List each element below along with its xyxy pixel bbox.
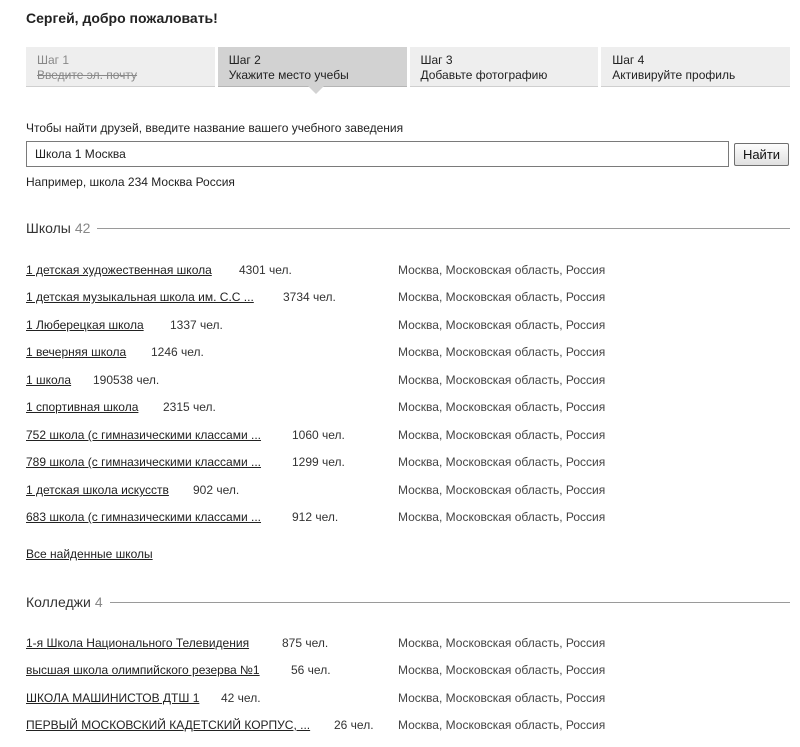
college-row xyxy=(26,661,790,679)
step-number: Шаг 3 xyxy=(420,53,453,67)
step-number: Шаг 4 xyxy=(612,53,645,67)
section-divider xyxy=(97,228,790,229)
step-number: Шаг 2 xyxy=(228,53,261,67)
member-count: 1246 чел. xyxy=(151,345,204,359)
school-location: Москва, Московская область, Россия xyxy=(398,263,606,277)
school-location: Москва, Московская область, Россия xyxy=(398,318,606,332)
college-row xyxy=(26,634,790,652)
schools-heading: Школы xyxy=(26,220,71,236)
member-count: 875 чел. xyxy=(282,636,329,650)
school-link[interactable]: 1 детская школа искусств xyxy=(26,483,169,497)
school-row xyxy=(26,398,790,416)
step-number: Шаг 1 xyxy=(37,53,70,67)
search-hint: Например, школа 234 Москва Россия xyxy=(26,175,235,189)
step-4[interactable] xyxy=(601,47,790,87)
member-count: 26 чел. xyxy=(334,718,374,732)
member-count: 56 чел. xyxy=(291,663,331,677)
schools-count: 42 xyxy=(74,220,91,236)
member-count: 190538 чел. xyxy=(93,373,160,387)
college-location: Москва, Московская область, Россия xyxy=(398,663,606,677)
college-row xyxy=(26,689,790,707)
search-prompt: Чтобы найти друзей, введите название вашего учебного заведения xyxy=(26,121,404,135)
school-location: Москва, Московская область, Россия xyxy=(398,428,606,442)
school-row xyxy=(26,453,790,471)
school-location: Москва, Московская область, Россия xyxy=(398,345,606,359)
school-link[interactable]: 1 детская художественная школа xyxy=(26,263,212,277)
school-link[interactable]: 683 школа (с гимназическими классами ... xyxy=(26,510,262,524)
college-row xyxy=(26,716,790,734)
college-link[interactable]: ПЕРВЫЙ МОСКОВСКИЙ КАДЕТСКИЙ КОРПУС, ... xyxy=(26,718,311,732)
step-1[interactable] xyxy=(26,47,215,87)
registration-steps xyxy=(26,47,790,87)
school-location: Москва, Московская область, Россия xyxy=(398,373,606,387)
school-row xyxy=(26,481,790,499)
step-label: Введите эл. почту xyxy=(37,68,138,82)
school-search-input[interactable] xyxy=(26,141,729,167)
school-row xyxy=(26,288,790,306)
step-label: Укажите место учебы xyxy=(228,68,349,82)
school-link[interactable]: 1 детская музыкальная школа им. С.С ... xyxy=(26,290,254,304)
school-link[interactable]: 752 школа (с гимназическими классами ... xyxy=(26,428,262,442)
college-location: Москва, Московская область, Россия xyxy=(398,718,606,732)
step-2[interactable] xyxy=(218,47,407,87)
school-row xyxy=(26,426,790,444)
member-count: 912 чел. xyxy=(292,510,339,524)
schools-section-header xyxy=(26,218,790,238)
school-row xyxy=(26,261,790,279)
colleges-count: 4 xyxy=(94,594,103,610)
member-count: 4301 чел. xyxy=(239,263,292,277)
school-link[interactable]: 789 школа (с гимназическими классами ... xyxy=(26,455,262,469)
member-count: 42 чел. xyxy=(221,691,261,705)
school-location: Москва, Московская область, Россия xyxy=(398,483,606,497)
colleges-heading: Колледжи xyxy=(26,594,91,610)
school-link[interactable]: 1 Люберецкая школа xyxy=(26,318,144,332)
school-row xyxy=(26,371,790,389)
school-row xyxy=(26,508,790,526)
school-row xyxy=(26,316,790,334)
member-count: 2315 чел. xyxy=(163,400,216,414)
school-link[interactable]: 1 спортивная школа xyxy=(26,400,139,414)
all-schools-link[interactable]: Все найденные школы xyxy=(26,547,153,561)
member-count: 1060 чел. xyxy=(292,428,345,442)
search-button[interactable]: Найти xyxy=(734,143,789,166)
college-link[interactable]: 1-я Школа Национального Телевидения xyxy=(26,636,250,650)
school-link[interactable]: 1 школа xyxy=(26,373,72,387)
college-location: Москва, Московская область, Россия xyxy=(398,691,606,705)
colleges-section-header xyxy=(26,592,790,612)
school-location: Москва, Московская область, Россия xyxy=(398,290,606,304)
step-3[interactable] xyxy=(410,47,599,87)
college-link[interactable]: высшая школа олимпийского резерва №1 xyxy=(26,663,260,677)
member-count: 3734 чел. xyxy=(283,290,336,304)
section-divider xyxy=(110,602,790,603)
page-title: Сергей, добро пожаловать! xyxy=(26,10,218,26)
school-location: Москва, Московская область, Россия xyxy=(398,510,606,524)
member-count: 902 чел. xyxy=(193,483,240,497)
step-label: Активируйте профиль xyxy=(612,68,736,82)
school-row xyxy=(26,343,790,361)
school-location: Москва, Московская область, Россия xyxy=(398,400,606,414)
school-location: Москва, Московская область, Россия xyxy=(398,455,606,469)
college-location: Москва, Московская область, Россия xyxy=(398,636,606,650)
member-count: 1299 чел. xyxy=(292,455,345,469)
college-link[interactable]: ШКОЛА МАШИНИСТОВ ДТШ 1 xyxy=(26,691,200,705)
member-count: 1337 чел. xyxy=(170,318,223,332)
step-label: Добавьте фотографию xyxy=(420,68,548,82)
school-link[interactable]: 1 вечерняя школа xyxy=(26,345,127,359)
